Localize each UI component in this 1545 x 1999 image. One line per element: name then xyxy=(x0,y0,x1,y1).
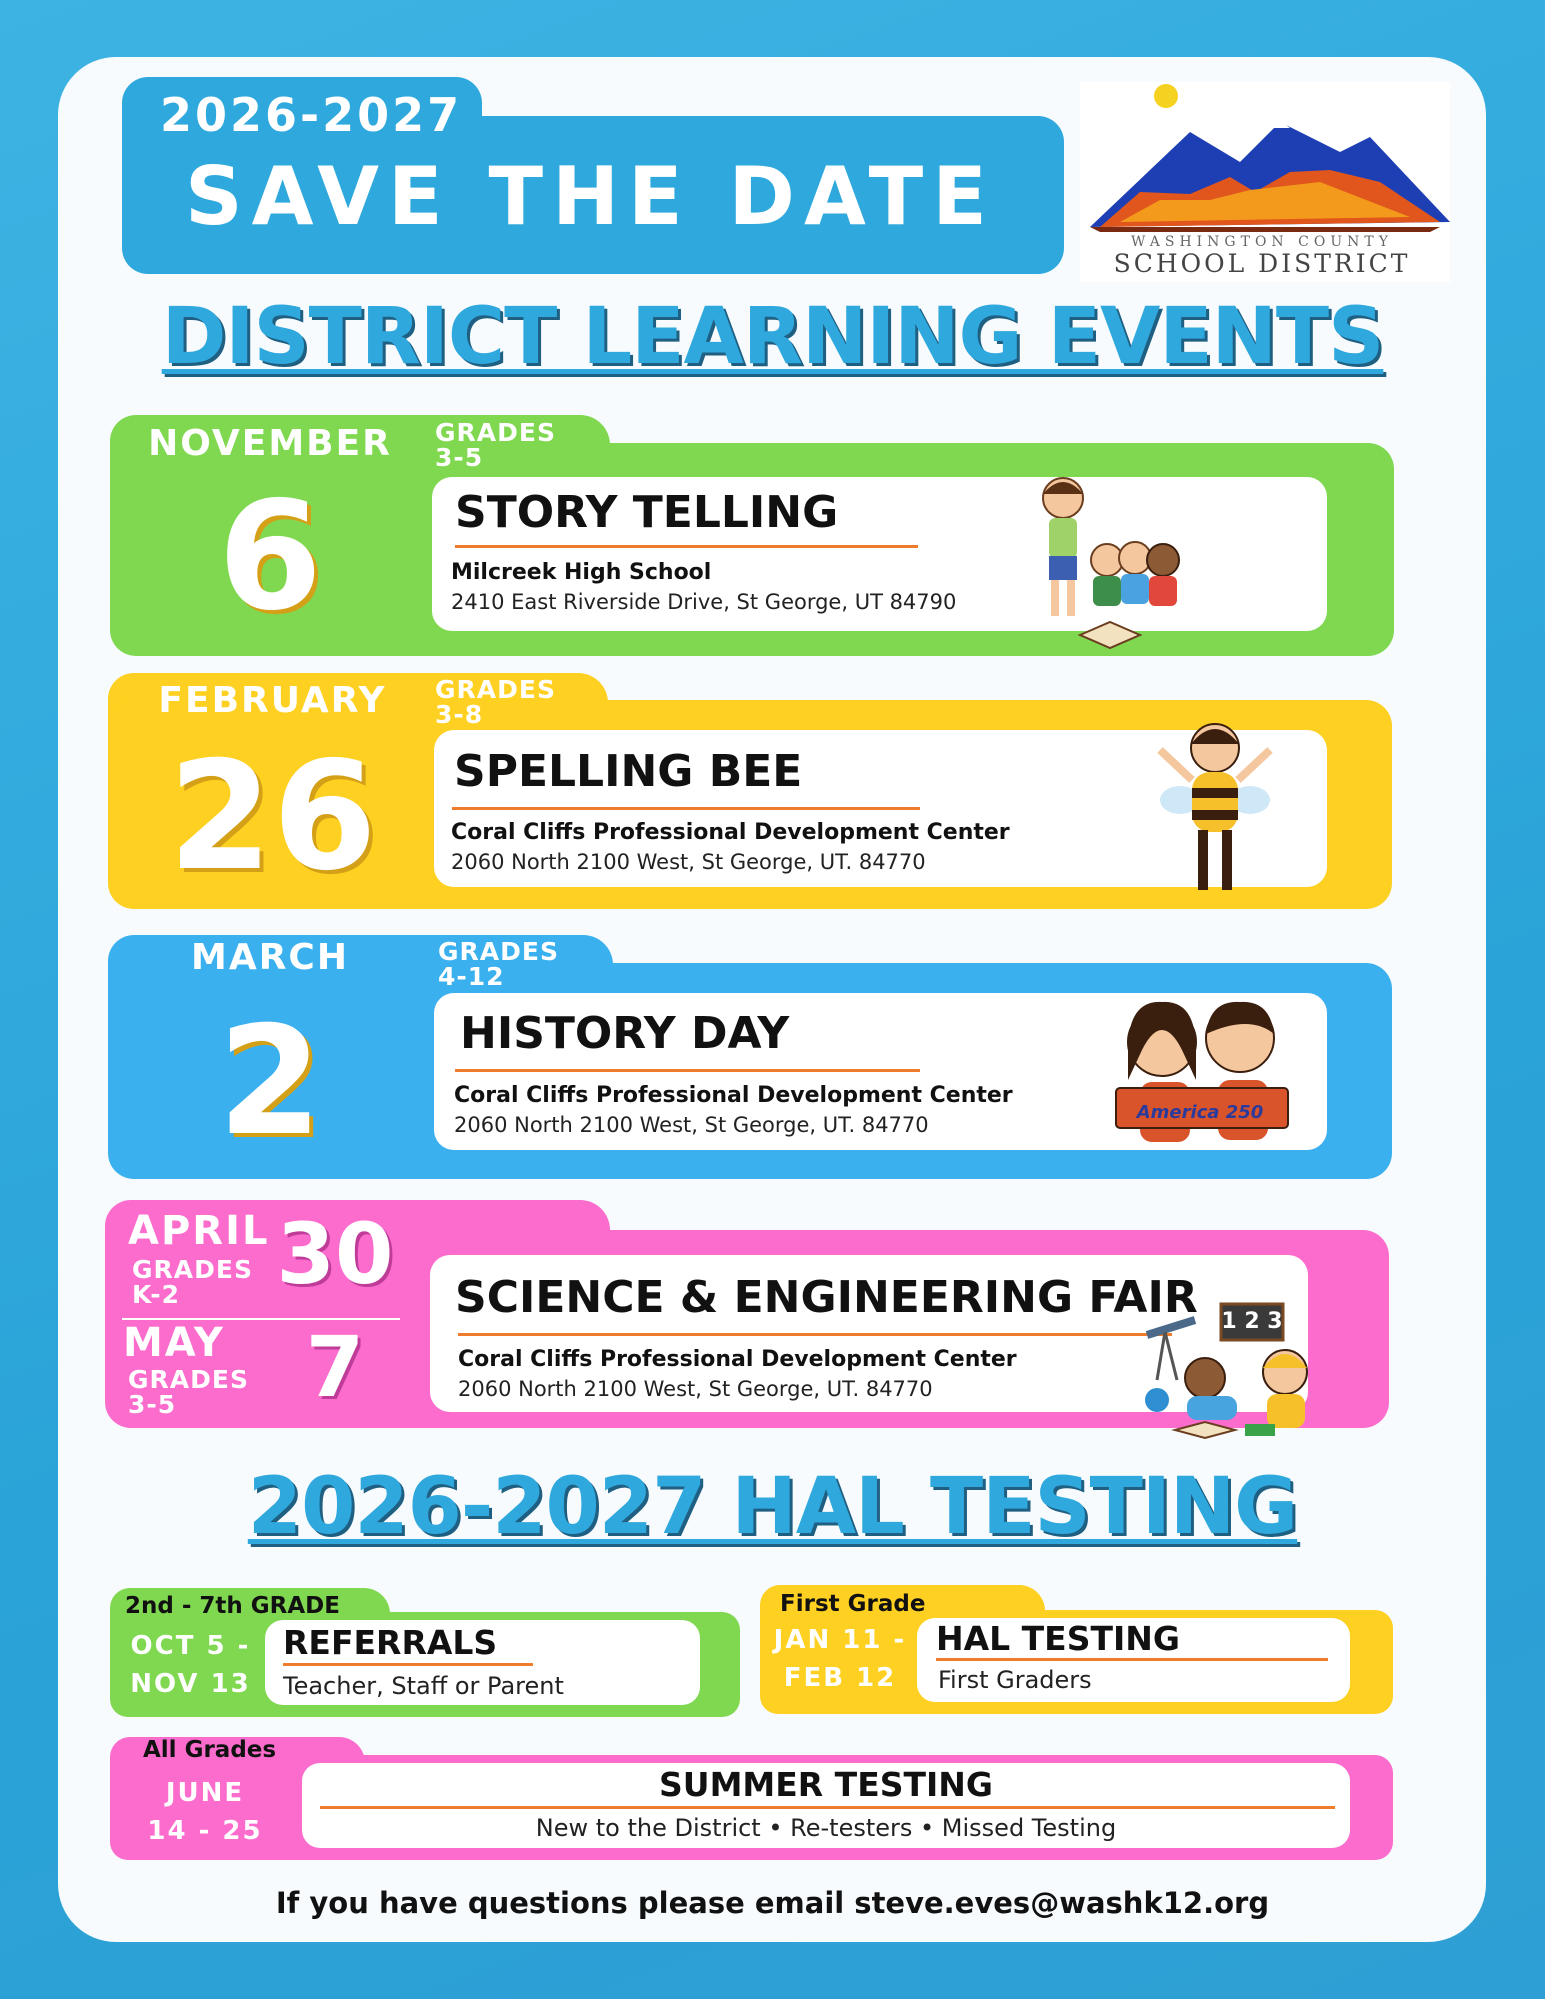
event-4-grades-1: GRADES K-2 xyxy=(132,1255,253,1309)
district-learning-events-title: DISTRICT LEARNING EVENTS xyxy=(161,292,1384,382)
banner-title: SAVE THE DATE xyxy=(185,150,996,243)
event-4-month-2: MAY xyxy=(123,1320,225,1366)
event-2-address: 2060 North 2100 West, St George, UT. 84770 xyxy=(451,850,926,874)
event-4-grades-2: GRADES 3-5 xyxy=(128,1365,249,1419)
referrals-title: REFERRALS xyxy=(283,1623,498,1662)
hal-testing-title: 2026-2027 HAL TESTING xyxy=(247,1462,1298,1552)
referrals-date: OCT 5 - NOV 13 xyxy=(130,1631,251,1699)
event-2-day: 26 xyxy=(168,730,377,904)
event-4-address: 2060 North 2100 West, St George, UT. 84770 xyxy=(458,1377,933,1401)
event-2-divider xyxy=(452,807,920,810)
event-4-day-2: 7 xyxy=(305,1318,365,1416)
chalkboard-text: 1 2 3 xyxy=(1221,1309,1283,1334)
event-1-month: NOVEMBER xyxy=(148,423,392,464)
summer-tab-label: All Grades xyxy=(143,1737,277,1763)
event-3-venue: Coral Cliffs Professional Development Center xyxy=(454,1083,1013,1108)
summer-date: JUNE 14 - 25 xyxy=(147,1778,263,1846)
referrals-subtitle: Teacher, Staff or Parent xyxy=(283,1672,564,1700)
event-2-title: SPELLING BEE xyxy=(454,746,803,797)
event-4-month-1: APRIL xyxy=(128,1208,270,1254)
event-1-address: 2410 East Riverside Drive, St George, UT 84790 xyxy=(451,590,957,614)
summer-title: SUMMER TESTING xyxy=(659,1765,993,1804)
event-3-title: HISTORY DAY xyxy=(460,1008,790,1059)
event-1-grades: GRADES 3-5 xyxy=(435,418,556,472)
event-1-day: 6 xyxy=(217,470,323,644)
event-2-grades: GRADES 3-8 xyxy=(435,675,556,729)
event-2-venue: Coral Cliffs Professional Development Center xyxy=(451,820,1010,845)
event-3-grades: GRADES 4-12 xyxy=(438,937,559,991)
event-4-divider xyxy=(458,1333,1172,1336)
summer-subtitle: New to the District • Re-testers • Missed Testing xyxy=(535,1814,1117,1842)
history-day-kids-illustration xyxy=(1110,990,1295,1150)
event-4-day-1: 30 xyxy=(276,1205,394,1303)
event-4-venue: Coral Cliffs Professional Development Center xyxy=(458,1347,1017,1372)
event-3-divider xyxy=(455,1069,920,1072)
first-grade-tab-label: First Grade xyxy=(780,1591,926,1617)
logo-line-1: WASHINGTON COUNTY xyxy=(1131,234,1393,250)
event-2-month: FEBRUARY xyxy=(158,680,387,721)
contact-footer: If you have questions please email steve.eves@washk12.org xyxy=(275,1886,1270,1920)
storytelling-kids-illustration xyxy=(1025,470,1185,660)
first-grade-title: HAL TESTING xyxy=(936,1619,1180,1658)
event-1-venue: Milcreek High School xyxy=(451,560,712,585)
referrals-divider xyxy=(283,1663,533,1666)
event-1-divider xyxy=(455,545,918,548)
spelling-bee-illustration xyxy=(1150,710,1280,910)
event-3-address: 2060 North 2100 West, St George, UT. 84770 xyxy=(454,1113,929,1137)
summer-divider xyxy=(320,1806,1335,1809)
logo-line-2: SCHOOL DISTRICT xyxy=(1113,249,1411,278)
event-1-title: STORY TELLING xyxy=(455,487,839,538)
event-3-day: 2 xyxy=(217,995,323,1169)
first-grade-subtitle: First Graders xyxy=(938,1666,1092,1694)
first-grade-date: JAN 11 - FEB 12 xyxy=(773,1625,907,1693)
first-grade-divider xyxy=(936,1658,1328,1661)
america-250-banner: America 250 xyxy=(1136,1102,1264,1123)
event-4-title: SCIENCE & ENGINEERING FAIR xyxy=(455,1272,1198,1323)
referrals-tab-label: 2nd - 7th GRADE xyxy=(125,1593,340,1619)
event-3-month: MARCH xyxy=(191,937,349,978)
banner-years: 2026-2027 xyxy=(160,88,463,142)
